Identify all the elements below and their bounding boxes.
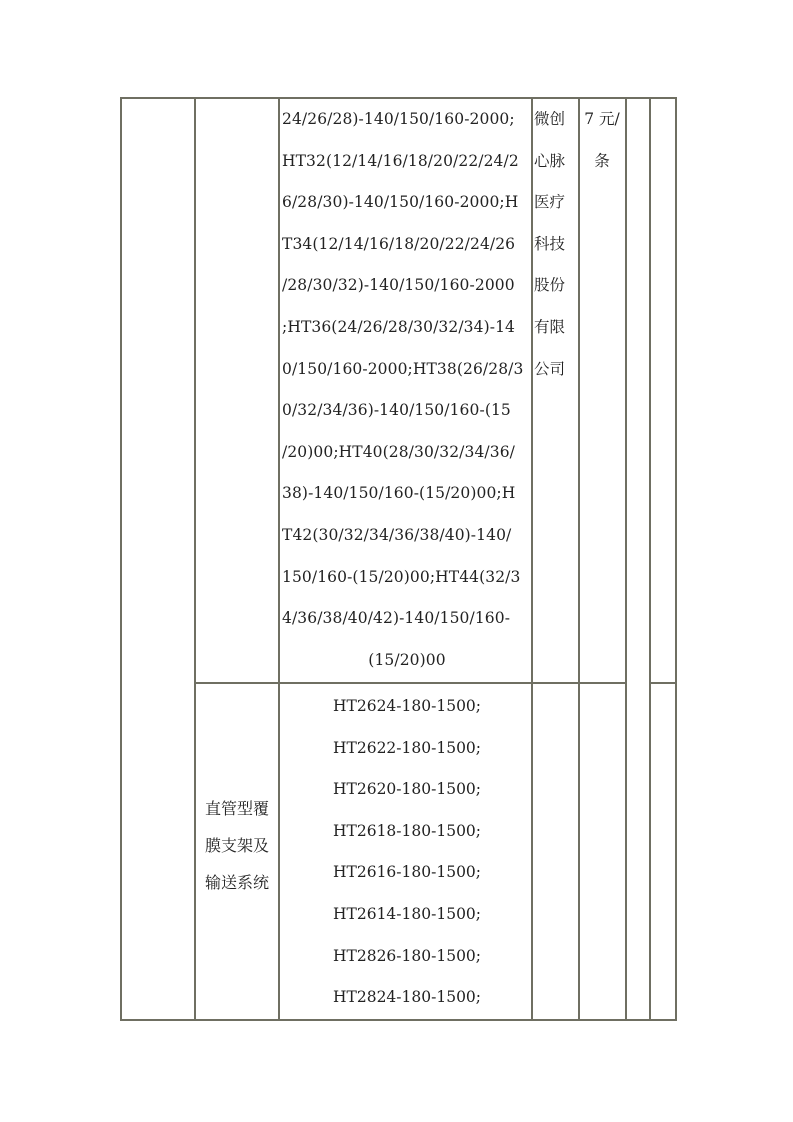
- spec-line: (15/20)00: [368, 650, 446, 669]
- spec-line: 150/160-(15/20)00;HT44(32/3: [282, 567, 521, 586]
- col-border-8: [675, 97, 677, 1021]
- spec-line: HT32(12/14/16/18/20/22/24/2: [282, 151, 519, 170]
- manufacturer-cell: [534, 99, 578, 390]
- spec-line: T34(12/14/16/18/20/22/24/26: [282, 234, 516, 253]
- spec-line: 0/32/34/36)-140/150/160-(15: [282, 401, 511, 420]
- table-bottom-border: [120, 1019, 677, 1021]
- product-name-line: 输送系统: [204, 873, 269, 892]
- row-divider: [194, 682, 625, 684]
- model-code: HT2824-180-1500;: [332, 988, 482, 1007]
- price-line: 条: [594, 151, 610, 170]
- model-code: HT2620-180-1500;: [332, 780, 482, 799]
- product-name-line: 膜支架及: [204, 836, 269, 855]
- product-name-line: 直管型覆: [204, 799, 269, 818]
- model-code: HT2616-180-1500;: [332, 863, 482, 882]
- price-line: 7 元/: [584, 110, 620, 128]
- model-code: HT2624-180-1500;: [332, 697, 482, 715]
- col-border-1: [120, 97, 122, 1021]
- manufacturer-line: 科技: [534, 234, 566, 253]
- spec-line: 4/36/38/40/42)-140/150/160-: [282, 609, 511, 628]
- model-code: HT2826-180-1500;: [332, 946, 482, 965]
- spec-line: 6/28/30)-140/150/160-2000;H: [282, 193, 519, 212]
- spec-line: /28/30/32)-140/150/160-2000: [282, 276, 515, 295]
- spec-line: 38)-140/150/160-(15/20)00;H: [282, 484, 516, 503]
- spec-line: /20)00;HT40(28/30/32/34/36/: [282, 442, 515, 461]
- model-codes-cell: [282, 686, 532, 1019]
- model-code: HT2622-180-1500;: [332, 738, 482, 757]
- model-code: HT2618-180-1500;: [332, 821, 482, 840]
- manufacturer-line: 公司: [534, 359, 566, 378]
- col-border-3: [278, 97, 280, 1021]
- spec-line: 0/150/160-2000;HT38(26/28/3: [282, 359, 524, 378]
- col-border-6: [625, 97, 627, 1021]
- row-divider-right: [649, 682, 677, 684]
- manufacturer-line: 微创: [534, 110, 566, 128]
- col-border-7: [649, 97, 651, 1021]
- spec-line: 24/26/28)-140/150/160-2000;: [282, 110, 515, 128]
- product-name-cell: [196, 790, 278, 901]
- spec-line: ;HT36(24/26/28/30/32/34)-14: [282, 317, 516, 336]
- manufacturer-line: 股份: [534, 276, 566, 295]
- manufacturer-line: 医疗: [534, 193, 566, 212]
- spec-text-cell: [282, 99, 532, 681]
- manufacturer-line: 有限: [534, 317, 566, 336]
- col-border-5: [578, 97, 580, 1021]
- spec-line: T42(30/32/34/36/38/40)-140/: [282, 525, 512, 544]
- manufacturer-line: 心脉: [534, 151, 566, 170]
- model-code: HT2614-180-1500;: [332, 904, 482, 923]
- price-cell: [580, 99, 624, 182]
